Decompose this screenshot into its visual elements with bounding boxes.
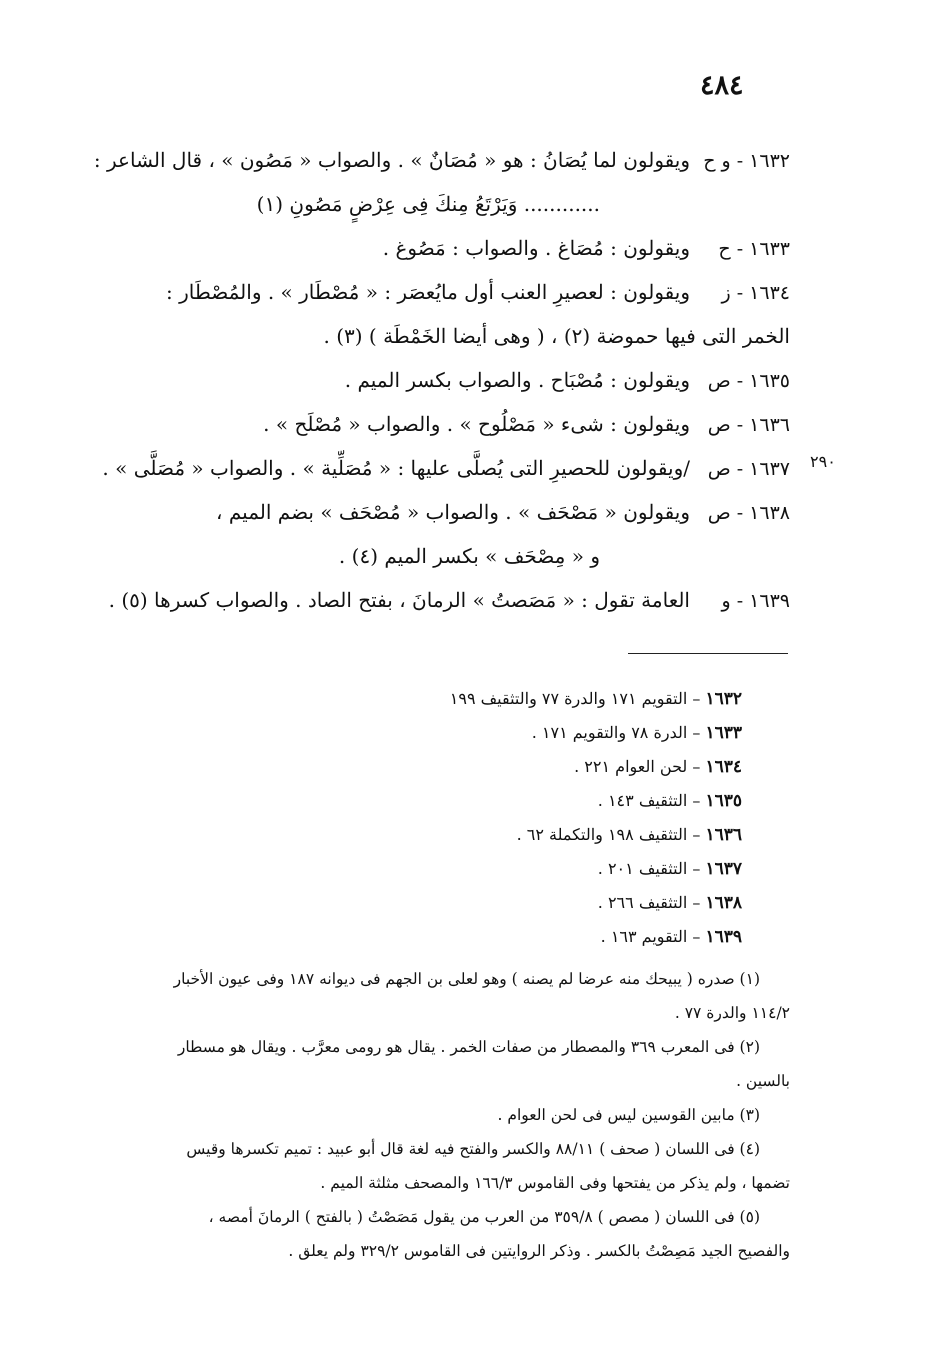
- source-text: – التثقيف ١٤٣ .: [597, 791, 701, 810]
- footnote-line: بالسين .: [736, 1072, 790, 1090]
- entry-number: ١٦٣٩ - و: [721, 590, 790, 612]
- source-line: [182, 886, 742, 920]
- entry-number: ١٦٣٢ - و ح: [703, 150, 790, 172]
- source-text: – الدرة ٧٨ والتقويم ١٧١ .: [531, 723, 701, 742]
- source-text: – التثقيف ١٩٨ والتكملة ٦٢ .: [516, 825, 701, 844]
- entry-row: [90, 358, 790, 402]
- entry-text: [90, 358, 690, 402]
- source-text: – لحن العوام ٢٢١ .: [574, 757, 701, 776]
- entry-row: [90, 138, 790, 226]
- entry-row: [90, 490, 790, 578]
- entry-line: العامة تقول : « مَصَصتُ » الرمانَ ، بفتح الصاد . والصواب كسرها (٥) .: [108, 588, 690, 612]
- source-text: – التثقيف ٢٠١ .: [597, 859, 701, 878]
- sources-list: [182, 682, 742, 954]
- entry-row: [90, 578, 790, 622]
- footnote-line: (٢) فى المعرب ٣٦٩ والمصطار من صفات الخمر . يقال هو رومى معرَّب . ويقال هو مسطار: [177, 1038, 760, 1056]
- entry-line: /ويقولون للحصيرِ التى يُصلَّى عليها : « مُصَلِّية » . والصواب « مُصَلَّى » .: [102, 456, 690, 480]
- footnotes-list: [90, 962, 790, 1268]
- entries-list: [90, 138, 790, 622]
- page-number: ٤٨٤: [700, 70, 744, 101]
- footnote-line: (١) صدره ( يبيحك منه عرضا لم يصنه ) وهو لعلى بن الجهم فى ديوانه ١٨٧ وفى عيون الأخبار: [173, 970, 760, 988]
- entry-line: ويقولون : شىء « مَصْلُوح » . والصواب « مُصْلَح » .: [263, 412, 690, 436]
- footnote-line: (٥) فى اللسان ( مصص ) ٣٥٩/٨ من العرب من يقول مَصَصْتُ ( بالفتح ) الرمانَ أمصه ،: [208, 1208, 760, 1226]
- footnote-divider: [628, 653, 788, 654]
- source-number: ١٦٣٤: [705, 757, 742, 777]
- entry-line: ............ وَيَرْتَعُ مِنكَ فِى عِرْضٍ مَصُونِ (١): [256, 192, 600, 216]
- source-number: ١٦٣٧: [705, 859, 742, 879]
- source-line: [182, 818, 742, 852]
- entry-text: [90, 490, 690, 578]
- entry-text: [90, 138, 690, 226]
- source-line: [182, 716, 742, 750]
- entry-line: ويقولون : مُصْبَاح . والصواب بكسر الميم .: [344, 368, 690, 392]
- entry-line: الخمر التى فيها حموضة (٢) ، ( وهى أيضا الخَمْطَة ) (٣) .: [323, 324, 790, 348]
- source-number: ١٦٣٣: [705, 723, 742, 743]
- source-line: [182, 852, 742, 886]
- entry-number: ١٦٣٣ - ح: [718, 238, 790, 260]
- footnote-line: تضمها ، ولم يذكر من يفتحها وفى القاموس ١٦٦/٣ والمصحف مثلثة الميم .: [320, 1174, 790, 1192]
- footnote-line: (٣) مابين القوسين ليس فى لحن العوام .: [497, 1106, 760, 1124]
- source-line: [182, 784, 742, 818]
- entry-row: [90, 270, 790, 358]
- entry-text: [90, 578, 690, 622]
- entry-number: ١٦٣٦ - ص: [707, 414, 790, 436]
- entry-line: ويقولون : مُصَاغ . والصواب : مَصُوغ .: [382, 236, 690, 260]
- footnote-line: (٤) فى اللسان ( صحف ) ٨٨/١١ والكسر والفتح فيه لغة قال أبو عبيد : تميم تكسرها وقيس: [186, 1140, 760, 1158]
- entry-row: [90, 402, 790, 446]
- source-number: ١٦٣٥: [705, 791, 742, 811]
- source-text: – التقويم ١٦٣ .: [600, 927, 701, 946]
- source-number: ١٦٣٩: [705, 927, 742, 947]
- footnote-line: والفصيح الجيد مَصِصْتُ بالكسر . وذكر الروايتين فى القاموس ٣٢٩/٢ ولم يعلق .: [288, 1242, 790, 1260]
- margin-page-reference: ٢٩٠: [810, 452, 836, 471]
- entry-line: و « مِصْحَف » بكسر الميم (٤) .: [338, 544, 600, 568]
- entry-text: [90, 402, 690, 446]
- source-text: – التقويم ١٧١ والدرة ٧٧ والتثقيف ١٩٩: [449, 689, 701, 708]
- source-text: – التثقيف ٢٦٦ .: [597, 893, 701, 912]
- entry-line: ويقولون لما يُصَانُ : هو « مُصَانٌ » . والصواب « مَصُون » ، قال الشاعر :: [93, 148, 690, 172]
- footnote-line: ١١٤/٢ والدرة ٧٧ .: [674, 1004, 790, 1022]
- source-number: ١٦٣٢: [705, 689, 742, 709]
- entry-text: [90, 446, 690, 490]
- entry-row: [90, 446, 790, 490]
- entry-text: [90, 226, 690, 270]
- entry-number: ١٦٣٤ - ز: [721, 282, 790, 304]
- entry-number: ١٦٣٨ - ص: [707, 502, 790, 524]
- entry-number: ١٦٣٥ - ص: [707, 370, 790, 392]
- entry-row: [90, 226, 790, 270]
- source-line: [182, 750, 742, 784]
- entry-number: ١٦٣٧ - ص: [707, 458, 790, 480]
- source-line: [182, 682, 742, 716]
- entry-line: ويقولون « مَصْحَف » . والصواب « مُصْحَف » بضم الميم ،: [216, 500, 690, 524]
- entry-line: ويقولون : لعصيرِ العنب أول مايُعصَر : « مُصْطَار » . والمُصْطَار :: [166, 280, 690, 304]
- source-number: ١٦٣٦: [705, 825, 742, 845]
- source-line: [182, 920, 742, 954]
- source-number: ١٦٣٨: [705, 893, 742, 913]
